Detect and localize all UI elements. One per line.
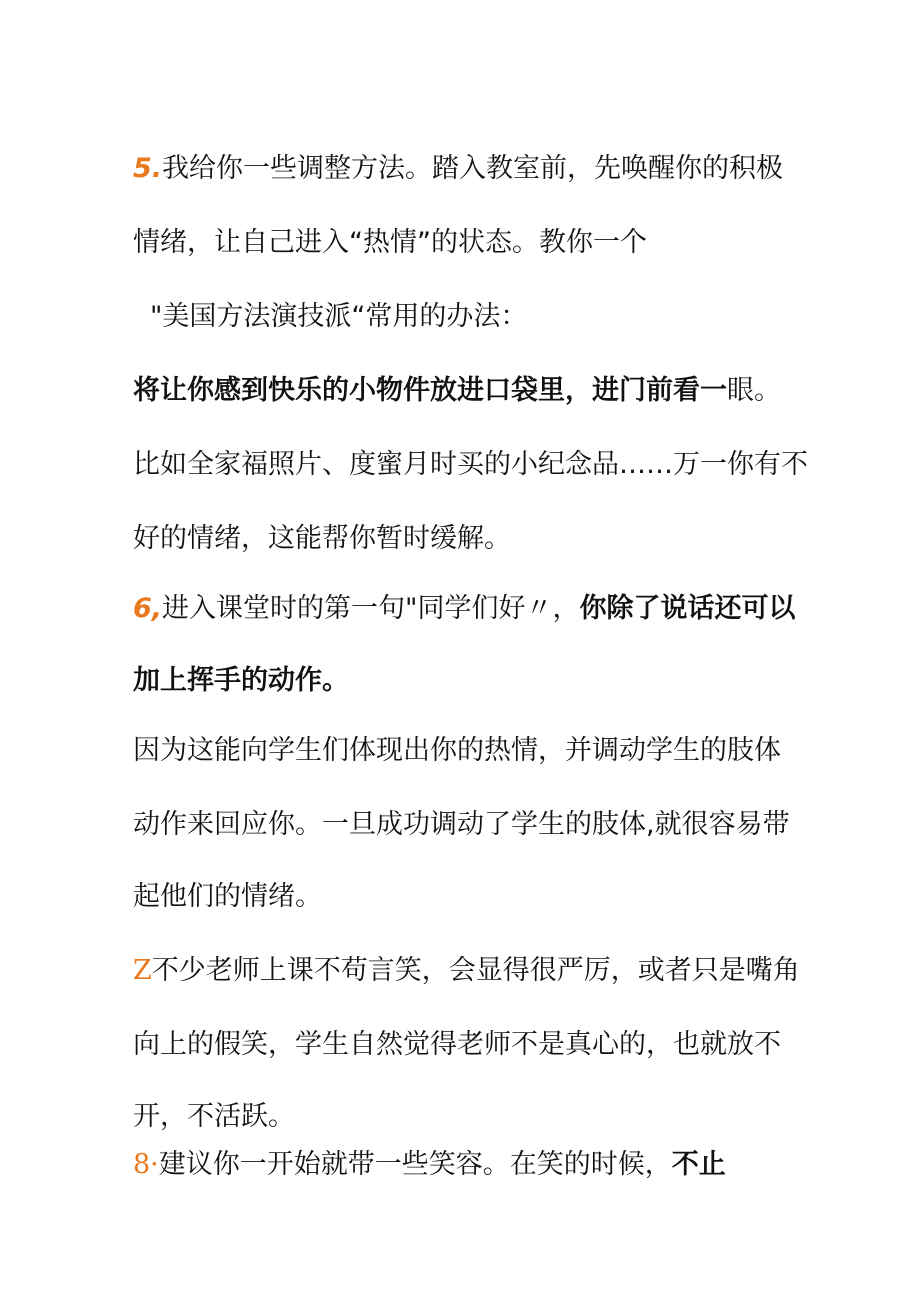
p5-line-2: 情绪，让自己进入“热情”的状态。教你一个 (133, 227, 647, 258)
p6-line-1-text: 进入课堂时的第一句"同学们好〃， (162, 593, 580, 624)
p5-line-1-text: 我给你一些调整方法。踏入教室前，先唤醒你的积极 (162, 153, 784, 184)
p5-line-5: 比如全家福照片、度蜜月时买的小纪念品……万一你有不 (133, 449, 808, 480)
p6-line-2: 加上挥手的动作。 (133, 665, 349, 696)
p8-number: 8· (133, 1149, 159, 1180)
p5-line-4 (133, 374, 781, 408)
p8-line-1 (133, 1148, 726, 1182)
p6-number: 6, (133, 593, 163, 624)
p6-line-1-bold: 你除了说话还可以 (579, 593, 796, 624)
p5-line-3: "美国方法演技派“常用的办法： (150, 301, 528, 332)
p7-line-3: 开，不活跃。 (133, 1101, 295, 1132)
p7-line-1-text: 不少老师上课不苟言笑，会显得很严厉，或者只是嘴角 (151, 955, 800, 986)
p8-line-1-text: 建议你一开始就带一些笑容。在笑的时候， (158, 1149, 672, 1180)
p6-line-1 (133, 592, 795, 626)
p6-line-4: 动作来回应你。一旦成功调动了学生的肢体,就很容易带 (133, 809, 790, 840)
p5-line-1 (133, 152, 783, 186)
p5-line-4-tail: 眼。 (727, 375, 781, 406)
p5-line-6: 好的情绪，这能帮你暂时缓解。 (133, 523, 511, 554)
p5-number: 5. (133, 153, 163, 184)
p7-line-2: 向上的假笑，学生自然觉得老师不是真心的，也就放不 (133, 1029, 781, 1060)
p8-line-1-bold: 不止 (671, 1149, 726, 1180)
p5-line-4-bold: 将让你感到快乐的小物件放进口袋里，进门前看一 (133, 375, 727, 406)
p6-line-5: 起他们的情绪。 (133, 881, 322, 912)
p7-line-1 (133, 954, 800, 988)
p6-line-3: 因为这能向学生们体现出你的热情，并调动学生的肢体 (133, 735, 781, 766)
p7-number: Z (133, 955, 152, 986)
